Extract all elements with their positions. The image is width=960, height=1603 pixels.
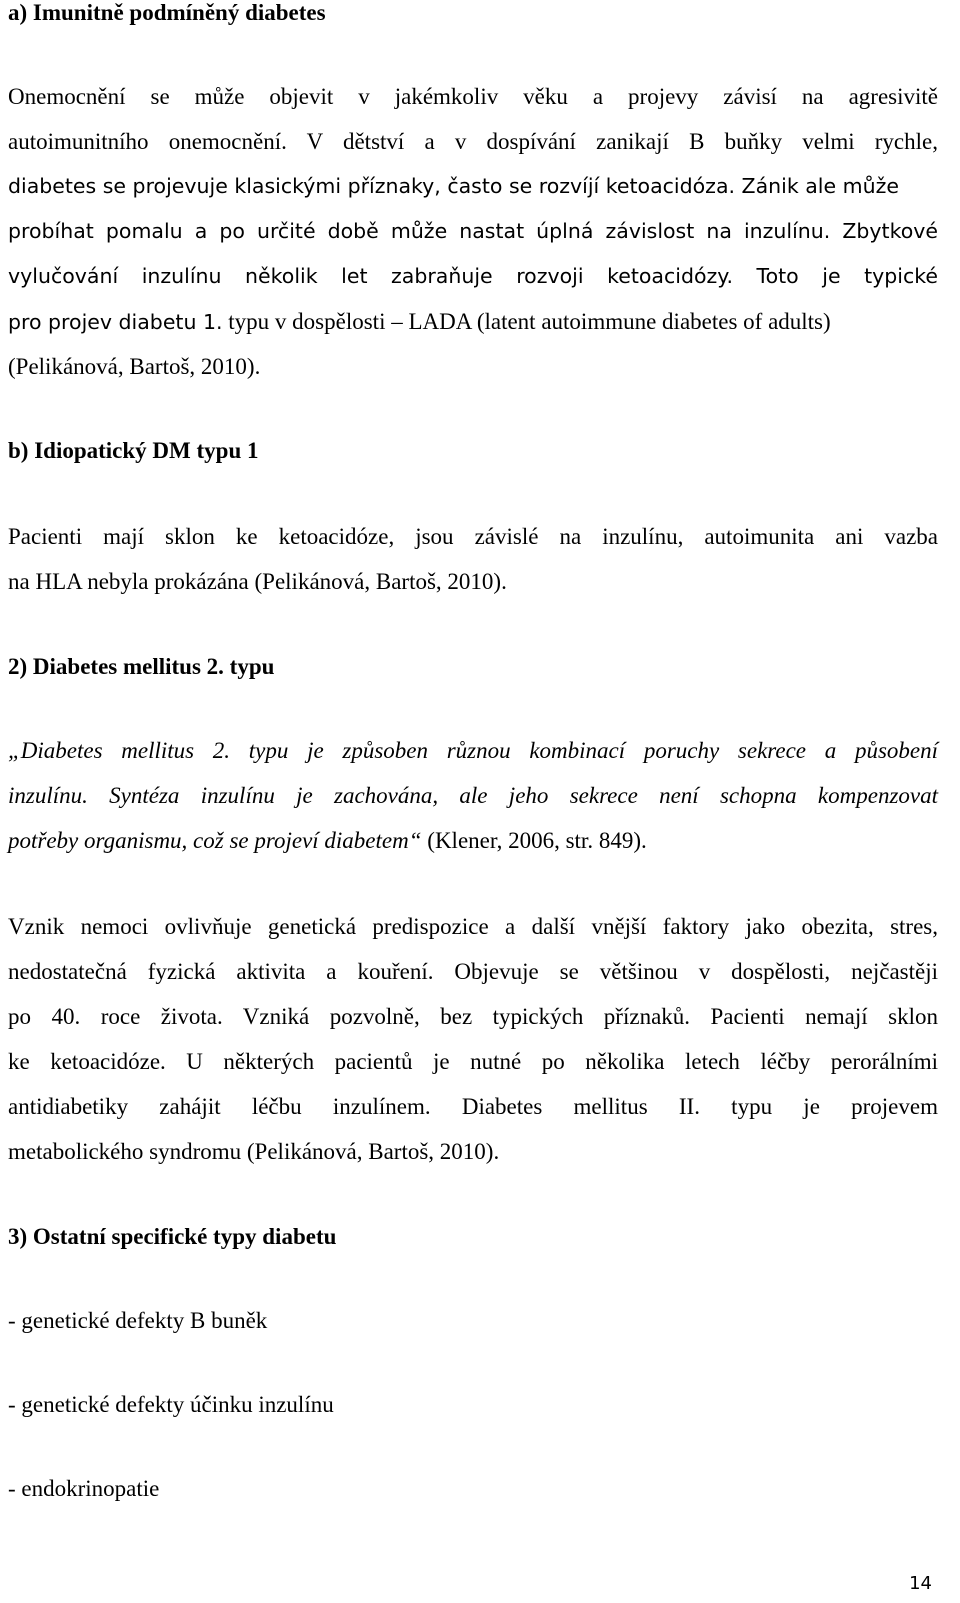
section-2-paragraph bbox=[8, 904, 938, 1174]
quote-line: inzulínu. Syntéza inzulínu je zachována, ale jeho sekrece není schopna kompenzovat bbox=[8, 783, 938, 808]
paragraph-line: Onemocnění se může objevit v jakémkoliv věku a projevy závisí na agresivitě bbox=[8, 84, 938, 109]
paragraph-line: probíhat pomalu a po určité době může nastat úplná závislost na inzulínu. Zbytkové bbox=[8, 219, 938, 243]
paragraph-line: ke ketoacidóze. U některých pacientů je nutné po několika letech léčby perorálními bbox=[8, 1049, 938, 1074]
list-item: - endokrinopatie bbox=[8, 1476, 160, 1501]
section-2-heading: 2) Diabetes mellitus 2. typu bbox=[8, 654, 275, 679]
quote-line: „Diabetes mellitus 2. typu je způsoben různou kombinací poruchy sekrece a působení bbox=[8, 738, 938, 763]
paragraph-line: na HLA nebyla prokázána (Pelikánová, Bartoš, 2010). bbox=[8, 569, 507, 594]
quote-text: potřeby organismu, což se projeví diabetem“ bbox=[8, 828, 422, 853]
quote-paragraph bbox=[8, 728, 938, 863]
list-item: - genetické defekty účinku inzulínu bbox=[8, 1392, 334, 1417]
paragraph-line: diabetes se projevuje klasickými příznaky, často se rozvíjí ketoacidóza. Zánik ale může bbox=[8, 174, 899, 198]
paragraph-line: Vznik nemoci ovlivňuje genetická predispozice a další vnější faktory jako obezita, stres, bbox=[8, 914, 938, 939]
paragraph-line: autoimunitního onemocnění. V dětství a v dospívání zanikají B buňky velmi rychle, bbox=[8, 129, 938, 154]
list-item: - genetické defekty B buněk bbox=[8, 1308, 268, 1333]
section-a-heading: a) Imunitně podmíněný diabetes bbox=[8, 0, 326, 25]
paragraph-line: antidiabetiky zahájit léčbu inzulínem. Diabetes mellitus II. typu je projevem bbox=[8, 1094, 938, 1119]
paragraph-line: metabolického syndromu (Pelikánová, Bartoš, 2010). bbox=[8, 1139, 500, 1164]
paragraph-line: (Pelikánová, Bartoš, 2010). bbox=[8, 354, 261, 379]
quote-citation: (Klener, 2006, str. 849). bbox=[421, 828, 647, 853]
quote-line bbox=[8, 818, 938, 863]
section-b-paragraph bbox=[8, 514, 938, 604]
paragraph-line-start: pro projev diabetu 1. bbox=[8, 310, 223, 334]
section-3-heading: 3) Ostatní specifické typy diabetu bbox=[8, 1224, 337, 1249]
paragraph-line: Pacienti mají sklon ke ketoacidóze, jsou závislé na inzulínu, autoimunita ani vazba bbox=[8, 524, 938, 549]
section-a-paragraph bbox=[8, 74, 938, 389]
paragraph-line: vylučování inzulínu několik let zabraňuje rozvoji ketoacidózy. Toto je typické bbox=[8, 264, 938, 288]
paragraph-line: po 40. roce života. Vzniká pozvolně, bez typických příznaků. Pacienti nemají sklon bbox=[8, 1004, 938, 1029]
page-number: 14 bbox=[909, 1573, 932, 1594]
paragraph-line-end: typu v dospělosti – LADA (latent autoimmune diabetes of adults) bbox=[222, 309, 831, 334]
paragraph-line bbox=[8, 299, 938, 344]
section-b-heading: b) Idiopatický DM typu 1 bbox=[8, 438, 259, 463]
paragraph-line: nedostatečná fyzická aktivita a kouření. Objevuje se většinou v dospělosti, nejčastěji bbox=[8, 959, 938, 984]
